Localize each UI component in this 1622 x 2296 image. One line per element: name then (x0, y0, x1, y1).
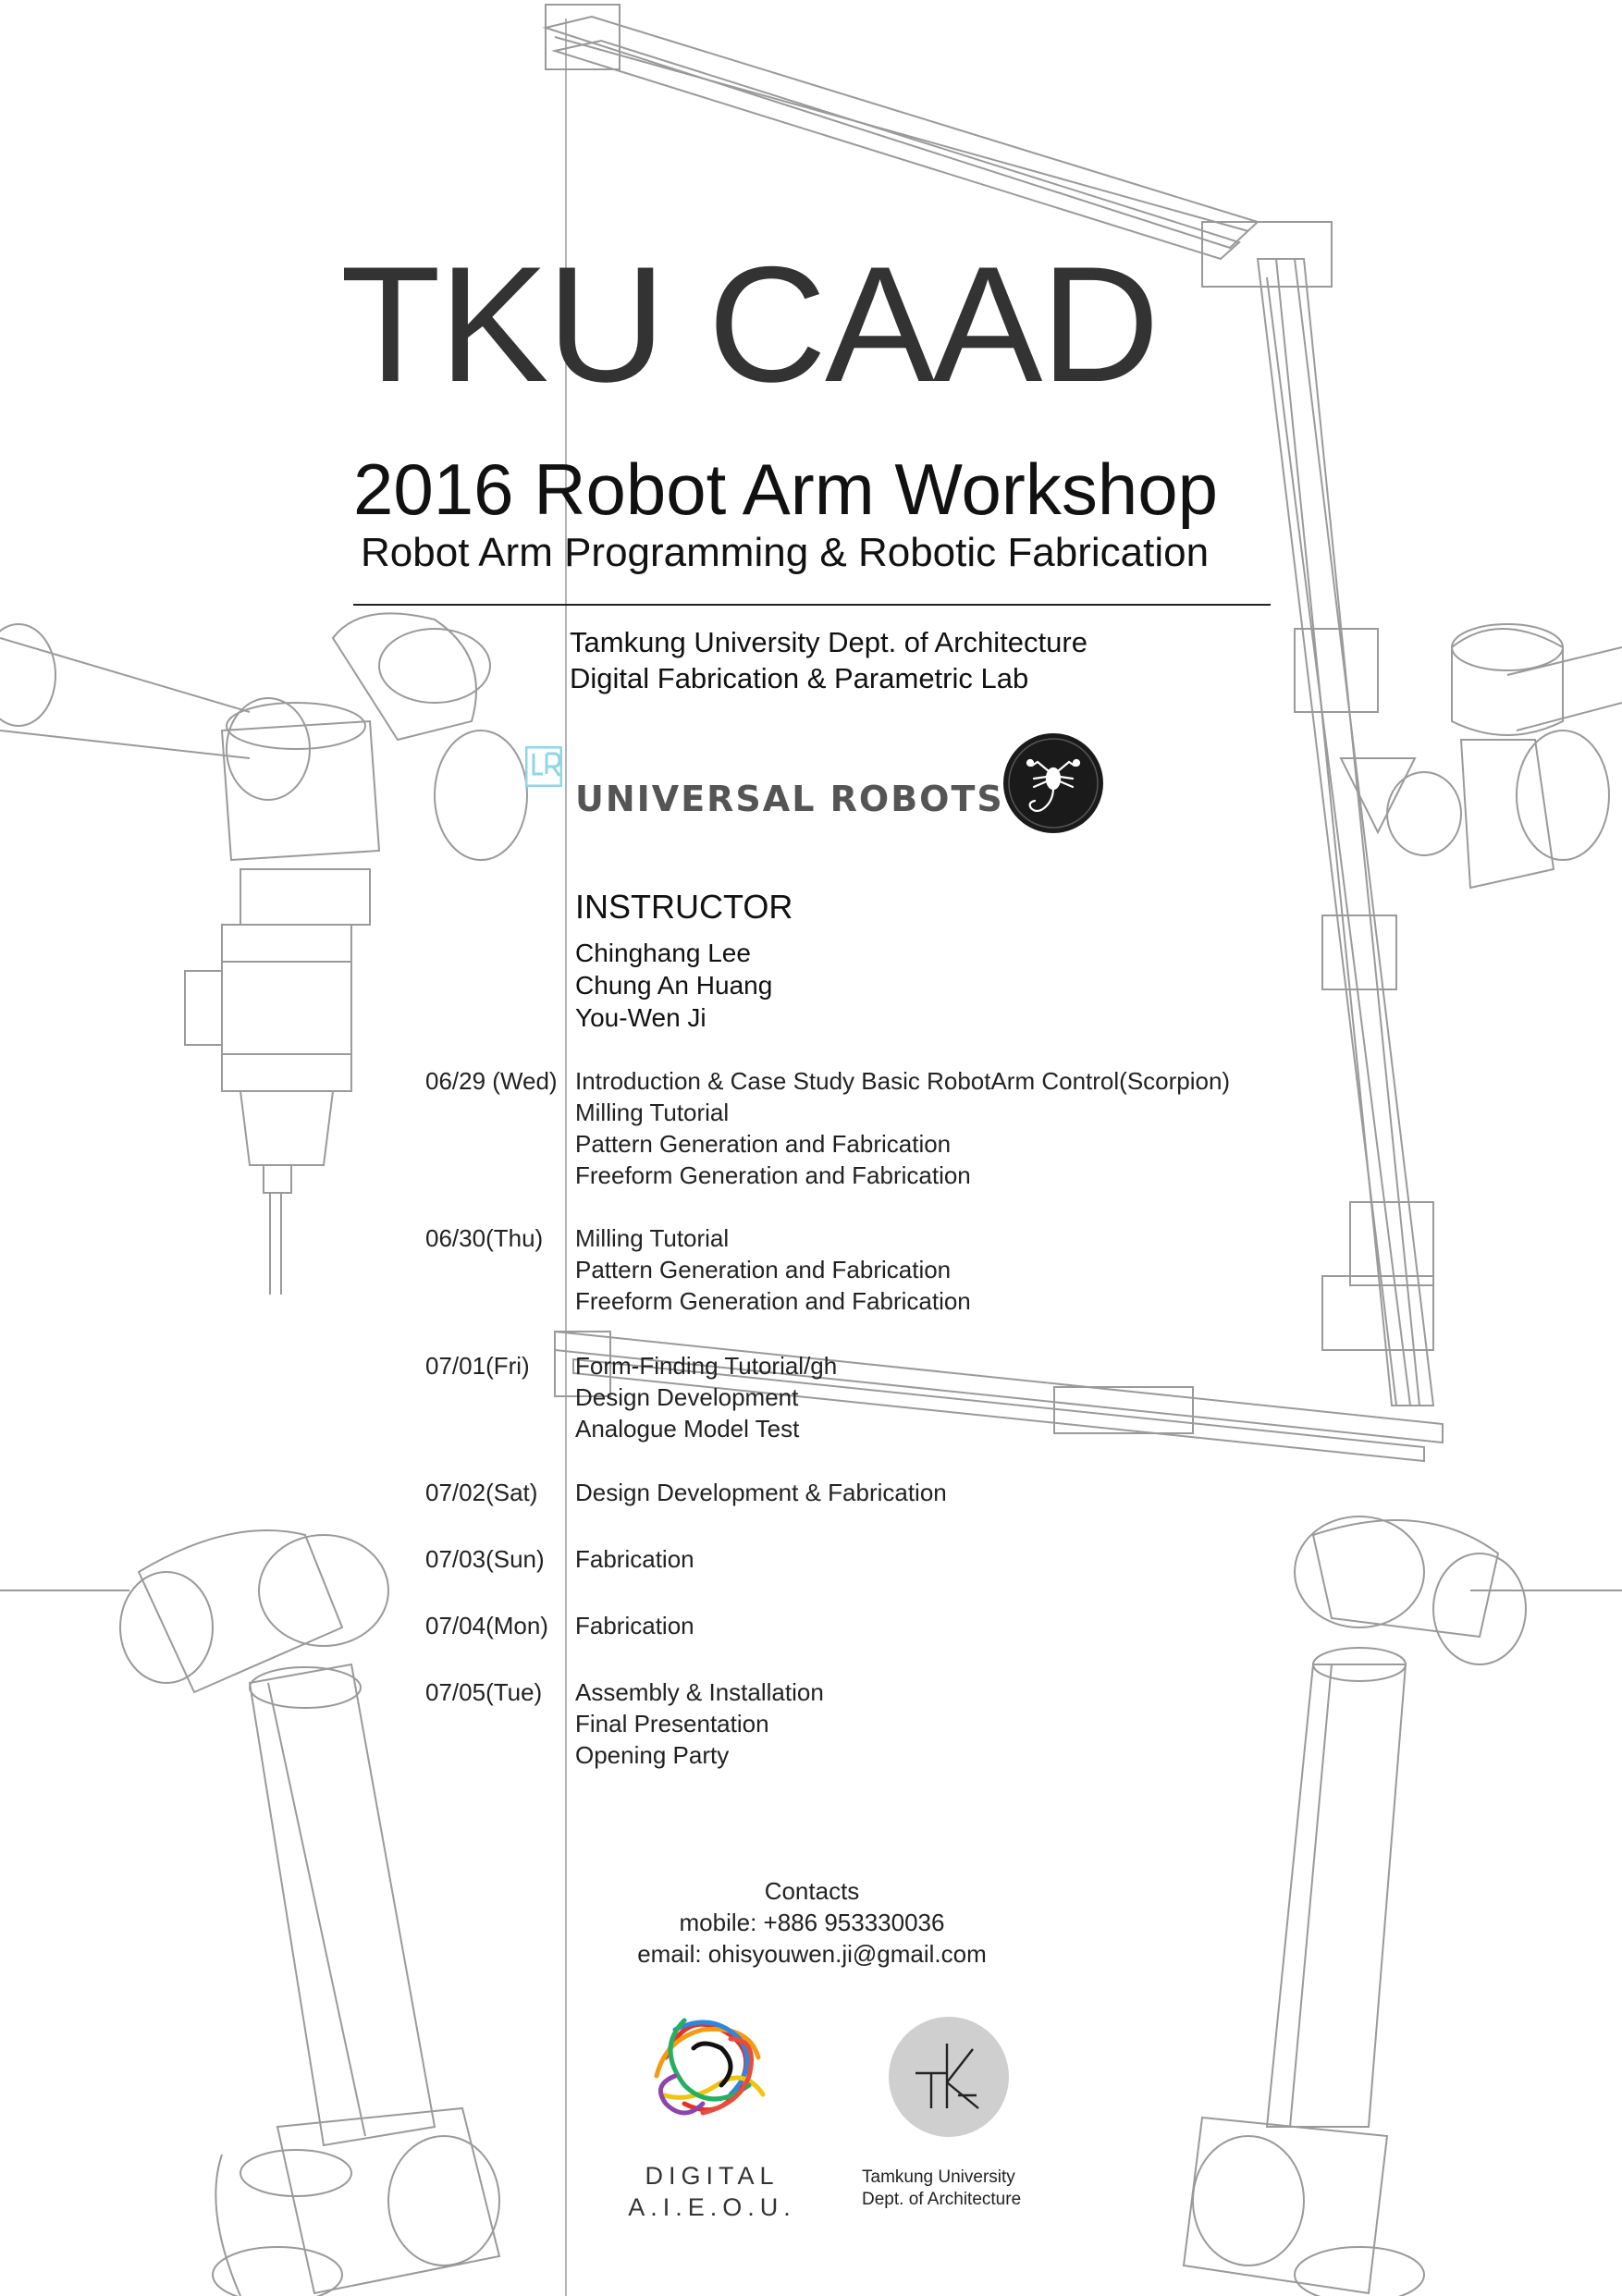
schedule-item: Introduction & Case Study Basic RobotArm Control(Scorpion) (575, 1067, 1231, 1095)
wordmark-line: A.I.E.O.U. (628, 2193, 796, 2221)
organizer-line: Digital Fabrication & Parametric Lab (570, 662, 1029, 694)
schedule-date: 07/02(Sat) (425, 1479, 538, 1506)
schedule-item: Analogue Model Test (575, 1415, 800, 1443)
tku-caption (862, 2167, 1021, 2211)
workshop-tagline: Robot Arm Programming & Robotic Fabrication (361, 530, 1210, 575)
schedule-item: Pattern Generation and Fabrication (575, 1256, 952, 1283)
scorpion-icon (1002, 732, 1104, 834)
caption-line: Dept. of Architecture (862, 2190, 1022, 2209)
schedule-item: Milling Tutorial (575, 1099, 730, 1126)
schedule-date: 06/29 (Wed) (425, 1067, 558, 1095)
schedule-item: Opening Party (575, 1741, 730, 1769)
instructor-list (575, 937, 772, 1034)
robot-arm-lower-right (1184, 1516, 1622, 2296)
schedule-date: 07/01(Fri) (425, 1352, 530, 1380)
schedule-date: 06/30(Thu) (425, 1224, 544, 1252)
schedule-item: Design Development (575, 1383, 799, 1411)
robot-arm-upper-left (0, 613, 527, 1295)
schedule-date: 07/03(Sun) (425, 1545, 545, 1573)
schedule-item: Form-Finding Tutorial/gh (575, 1352, 838, 1380)
contact-email: email: ohisyouwen.ji@gmail.com (637, 1940, 987, 1968)
schedule-item: Fabrication (575, 1545, 694, 1573)
schedule-item: Fabrication (575, 1612, 694, 1639)
digital-aieou-logo (638, 2002, 786, 2131)
caption-line: Tamkung University (862, 2167, 1015, 2187)
tku-monogram-icon (888, 2016, 1010, 2138)
organizer-block (570, 624, 1087, 696)
robot-arm-upper-right (1341, 624, 1622, 888)
schedule-item: Design Development & Fabrication (575, 1479, 947, 1506)
workshop-subtitle: 2016 Robot Arm Workshop (353, 448, 1219, 530)
poster-title: TKU CAAD (340, 232, 1158, 416)
schedule-item: Freeform Generation and Fabrication (575, 1161, 971, 1189)
digital-aieou-wordmark (610, 2160, 814, 2223)
schedule-item: Freeform Generation and Fabrication (575, 1287, 971, 1315)
schedule-item: Pattern Generation and Fabrication (575, 1130, 952, 1158)
schedule-date: 07/04(Mon) (425, 1612, 548, 1639)
contact-mobile: mobile: +886 953330036 (679, 1909, 945, 1936)
organizer-line: Tamkung University Dept. of Architecture (570, 626, 1087, 658)
schedule-item: Final Presentation (575, 1710, 769, 1737)
schedule-date: 07/05(Tue) (425, 1678, 543, 1706)
universal-robots-logo: UNIVERSAL ROBOTS (575, 779, 1004, 819)
contacts-block (555, 1875, 1069, 1970)
schedule-item: Assembly & Installation (575, 1678, 824, 1706)
instructor-name: You-Wen Ji (575, 1003, 707, 1032)
wordmark-line: DIGITAL (645, 2162, 780, 2190)
instructor-name: Chung An Huang (575, 971, 773, 1000)
robot-arm-lower-left (0, 1530, 499, 2296)
contacts-heading: Contacts (764, 1877, 860, 1905)
instructor-heading: INSTRUCTOR (575, 888, 793, 926)
schedule-item: Milling Tutorial (575, 1224, 730, 1252)
ur-icon (525, 746, 562, 787)
instructor-name: Chinghang Lee (575, 939, 751, 967)
title-divider (353, 604, 1271, 606)
